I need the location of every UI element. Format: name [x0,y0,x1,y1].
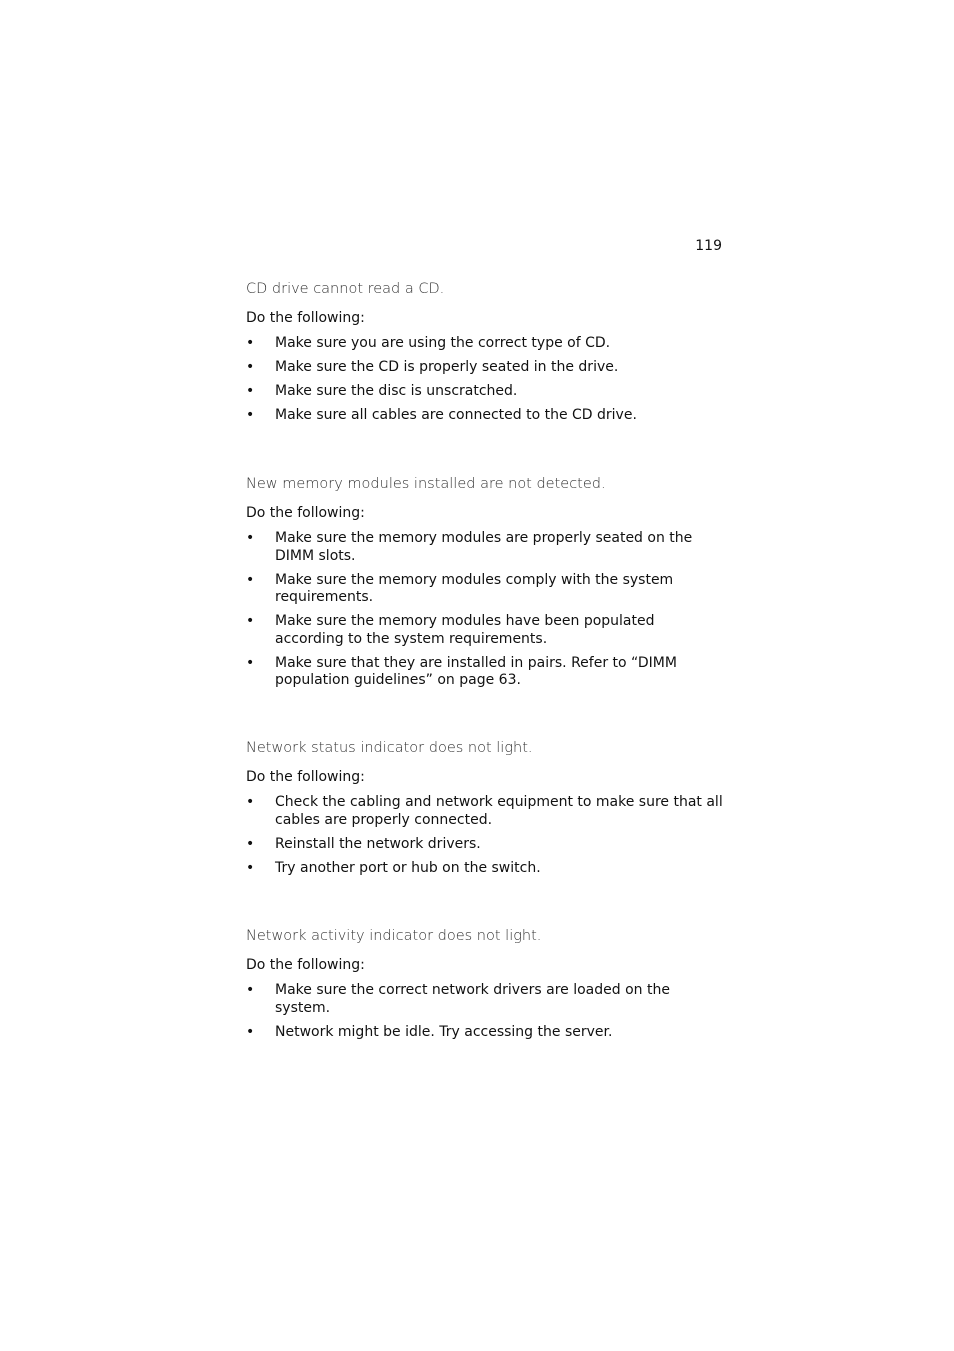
list-item: • Make sure all cables are connected to the CD drive. [246,407,726,425]
list-item: • Network might be idle. Try accessing the server. [246,1024,726,1042]
bullet-list [246,335,726,425]
section-heading: Network activity indicator does not light. [246,928,542,944]
list-item: • Make sure the memory modules have been populated according to the system requirements. [246,613,726,648]
section-network-activity [246,927,726,1048]
list-item: • Check the cabling and network equipment to make sure that all cables are properly connected. [246,794,726,829]
section-intro: Do the following: [246,957,365,973]
section-memory-modules [246,475,726,696]
section-cd-drive [246,280,726,431]
section-intro: Do the following: [246,310,365,326]
section-heading: Network status indicator does not light. [246,740,533,756]
bullet-list [246,982,726,1041]
list-item: • Make sure the memory modules are properly seated on the DIMM slots. [246,530,726,565]
list-item: • Try another port or hub on the switch. [246,860,726,878]
list-item: • Make sure that they are installed in pairs. Refer to “DIMM population guidelines” on page 63. [246,655,726,690]
list-item: • Make sure the CD is properly seated in the drive. [246,359,726,377]
list-item: • Reinstall the network drivers. [246,836,726,854]
list-item: • Make sure you are using the correct type of CD. [246,335,726,353]
section-network-status [246,739,726,884]
section-heading: CD drive cannot read a CD. [246,281,445,297]
section-intro: Do the following: [246,769,365,785]
bullet-list [246,794,726,877]
section-heading: New memory modules installed are not detected. [246,476,606,492]
section-intro: Do the following: [246,505,365,521]
page-number: 119 [695,238,722,254]
list-item: • Make sure the disc is unscratched. [246,383,726,401]
list-item: • Make sure the correct network drivers are loaded on the system. [246,982,726,1017]
bullet-list [246,530,726,690]
list-item: • Make sure the memory modules comply with the system requirements. [246,572,726,607]
